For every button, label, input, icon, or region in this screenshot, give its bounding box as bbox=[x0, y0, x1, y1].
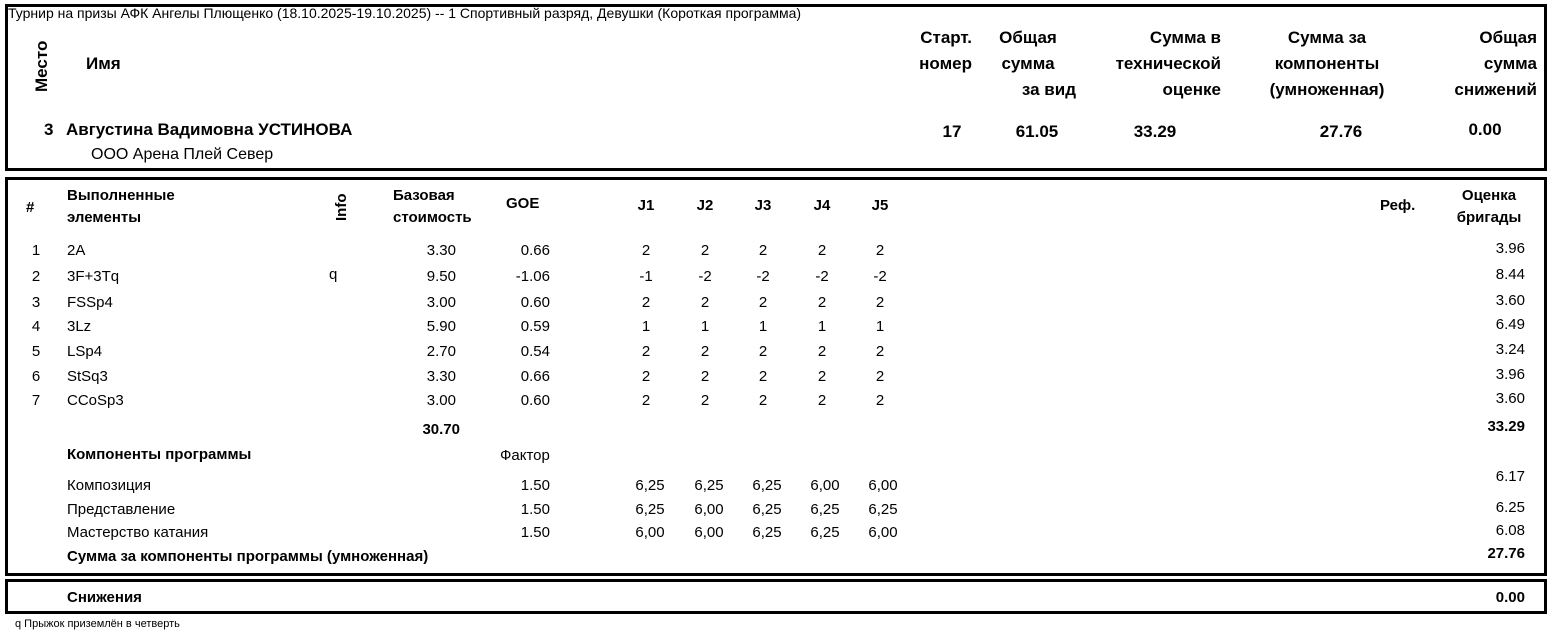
deductions-value: 0.00 bbox=[1495, 589, 1525, 606]
element-j1-score: 2 bbox=[641, 343, 651, 360]
element-j4-score: 1 bbox=[817, 318, 827, 335]
j1-header: J1 bbox=[637, 197, 655, 214]
element-j3-score: 2 bbox=[758, 368, 768, 385]
element-info: q bbox=[329, 266, 338, 283]
element-j1-score: 2 bbox=[641, 242, 651, 259]
element-number: 4 bbox=[31, 318, 41, 335]
deductions-header: Общая сумма снижений bbox=[1454, 28, 1537, 99]
element-j2-score: -2 bbox=[698, 268, 712, 285]
skater-start-number: 17 bbox=[942, 122, 962, 141]
component-j2-score: 6,00 bbox=[694, 524, 724, 541]
element-panel-score: 8.44 bbox=[1495, 266, 1525, 283]
element-j1-score: 2 bbox=[641, 294, 651, 311]
component-j1-score: 6,25 bbox=[635, 477, 665, 494]
j2-header: J2 bbox=[696, 197, 714, 214]
component-score: 6.08 bbox=[1495, 522, 1525, 539]
element-base-value: 3.00 bbox=[426, 392, 456, 409]
element-j5-score: 2 bbox=[875, 242, 885, 259]
element-j4-score: 2 bbox=[817, 392, 827, 409]
component-name: Мастерство катания bbox=[67, 524, 209, 541]
element-number: 3 bbox=[31, 294, 41, 311]
component-j3-score: 6,25 bbox=[752, 501, 782, 518]
component-j4-score: 6,25 bbox=[810, 501, 840, 518]
element-j2-score: 2 bbox=[700, 242, 710, 259]
element-number: 5 bbox=[31, 343, 41, 360]
element-base-value: 9.50 bbox=[426, 268, 456, 285]
panel-score-header: Оценка бригады bbox=[1456, 187, 1522, 226]
element-number: 1 bbox=[31, 242, 41, 259]
element-goe: -1.06 bbox=[515, 268, 550, 285]
components-total-label: Сумма за компоненты программы (умноженная) bbox=[67, 548, 429, 565]
component-factor: 1.50 bbox=[520, 501, 550, 518]
base-value-header: Базовая стоимость bbox=[393, 187, 472, 226]
component-j4-score: 6,25 bbox=[810, 524, 840, 541]
element-j5-score: -2 bbox=[873, 268, 887, 285]
element-j4-score: 2 bbox=[817, 368, 827, 385]
element-number: 6 bbox=[31, 368, 41, 385]
element-j4-score: 2 bbox=[817, 343, 827, 360]
element-name: 3F+3Tq bbox=[67, 268, 120, 285]
element-j3-score: -2 bbox=[756, 268, 770, 285]
element-j1-score: 2 bbox=[641, 392, 651, 409]
element-j4-score: -2 bbox=[815, 268, 829, 285]
component-j4-score: 6,00 bbox=[810, 477, 840, 494]
component-j3-score: 6,25 bbox=[752, 524, 782, 541]
start-number-header: Старт. номер bbox=[919, 28, 972, 73]
element-panel-score: 3.24 bbox=[1495, 341, 1525, 358]
skater-club: ООО Арена Плей Север bbox=[91, 146, 274, 163]
element-j2-score: 2 bbox=[700, 294, 710, 311]
element-base-value: 3.30 bbox=[426, 242, 456, 259]
skater-pcs: 27.76 bbox=[1319, 122, 1363, 141]
component-j1-score: 6,00 bbox=[635, 524, 665, 541]
components-total: 27.76 bbox=[1487, 545, 1525, 562]
element-j2-score: 2 bbox=[700, 343, 710, 360]
component-score: 6.25 bbox=[1495, 499, 1525, 516]
component-j5-score: 6,25 bbox=[868, 501, 898, 518]
element-j1-score: 1 bbox=[641, 318, 651, 335]
element-panel-score: 6.49 bbox=[1495, 316, 1525, 333]
j3-header: J3 bbox=[754, 197, 772, 214]
component-j2-score: 6,25 bbox=[694, 477, 724, 494]
elements-total-base: 30.70 bbox=[422, 421, 460, 438]
element-name: StSq3 bbox=[67, 368, 108, 385]
element-j3-score: 2 bbox=[758, 343, 768, 360]
element-j5-score: 2 bbox=[875, 343, 885, 360]
element-name: LSp4 bbox=[67, 343, 103, 360]
element-j5-score: 2 bbox=[875, 368, 885, 385]
skater-place: 3 bbox=[44, 120, 54, 139]
component-name: Композиция bbox=[67, 477, 152, 494]
element-goe: 0.60 bbox=[520, 294, 550, 311]
components-title: Компоненты программы bbox=[67, 446, 252, 463]
element-goe: 0.60 bbox=[520, 392, 550, 409]
component-j3-score: 6,25 bbox=[752, 477, 782, 494]
element-base-value: 3.00 bbox=[426, 294, 456, 311]
j5-header: J5 bbox=[871, 197, 889, 214]
component-factor: 1.50 bbox=[520, 524, 550, 541]
element-base-value: 5.90 bbox=[426, 318, 456, 335]
component-j5-score: 6,00 bbox=[868, 477, 898, 494]
element-j1-score: 2 bbox=[641, 368, 651, 385]
element-goe: 0.66 bbox=[520, 368, 550, 385]
element-j5-score: 2 bbox=[875, 294, 885, 311]
element-name: FSSp4 bbox=[67, 294, 113, 311]
component-j1-score: 6,25 bbox=[635, 501, 665, 518]
element-number: 7 bbox=[31, 392, 41, 409]
skater-name: Августина Вадимовна УСТИНОВА bbox=[66, 120, 353, 139]
goe-header: GOE bbox=[506, 195, 540, 212]
element-j3-score: 1 bbox=[758, 318, 768, 335]
element-j2-score: 2 bbox=[700, 368, 710, 385]
element-goe: 0.66 bbox=[520, 242, 550, 259]
deductions-label: Снижения bbox=[67, 589, 142, 606]
page-title: Турнир на призы АФК Ангелы Плющенко (18.10.2025-19.10.2025) -- 1 Спортивный разряд, Девушки (Короткая программа) bbox=[8, 5, 802, 21]
deductions-box bbox=[5, 579, 1547, 614]
element-j5-score: 1 bbox=[875, 318, 885, 335]
element-panel-score: 3.96 bbox=[1495, 240, 1525, 257]
total-score-header: Общая сумма за вид bbox=[999, 28, 1076, 99]
element-panel-score: 3.60 bbox=[1495, 390, 1525, 407]
element-goe: 0.59 bbox=[520, 318, 550, 335]
element-name: 2A bbox=[67, 242, 86, 259]
element-j3-score: 2 bbox=[758, 392, 768, 409]
element-name: CCoSp3 bbox=[67, 392, 124, 409]
elements-total-score: 33.29 bbox=[1487, 418, 1525, 435]
element-base-value: 3.30 bbox=[426, 368, 456, 385]
element-number: 2 bbox=[31, 268, 41, 285]
element-j1-score: -1 bbox=[639, 268, 653, 285]
place-header: Место bbox=[32, 40, 51, 92]
j4-header: J4 bbox=[813, 197, 831, 214]
elements-header: Выполненные элементы bbox=[67, 187, 175, 226]
info-header: Info bbox=[333, 193, 350, 221]
element-j4-score: 2 bbox=[817, 294, 827, 311]
element-panel-score: 3.96 bbox=[1495, 366, 1525, 383]
name-header: Имя bbox=[86, 54, 121, 73]
element-j2-score: 1 bbox=[700, 318, 710, 335]
component-factor: 1.50 bbox=[520, 477, 550, 494]
element-j4-score: 2 bbox=[817, 242, 827, 259]
footnote: q Прыжок приземлён в четверть bbox=[15, 618, 180, 630]
referee-header: Реф. bbox=[1380, 197, 1416, 214]
tes-header: Сумма в технической оценке bbox=[1115, 28, 1221, 99]
element-panel-score: 3.60 bbox=[1495, 292, 1525, 309]
num-header: # bbox=[26, 199, 35, 216]
factor-header: Фактор bbox=[500, 447, 550, 464]
element-j2-score: 2 bbox=[700, 392, 710, 409]
component-name: Представление bbox=[67, 501, 176, 518]
element-name: 3Lz bbox=[67, 318, 92, 335]
component-score: 6.17 bbox=[1495, 468, 1525, 485]
skater-tes: 33.29 bbox=[1133, 122, 1177, 141]
component-j2-score: 6,00 bbox=[694, 501, 724, 518]
element-j3-score: 2 bbox=[758, 294, 768, 311]
element-j3-score: 2 bbox=[758, 242, 768, 259]
skater-total-score: 61.05 bbox=[1015, 122, 1059, 141]
element-goe: 0.54 bbox=[520, 343, 550, 360]
skater-deductions: 0.00 bbox=[1468, 120, 1502, 139]
element-j5-score: 2 bbox=[875, 392, 885, 409]
component-j5-score: 6,00 bbox=[868, 524, 898, 541]
element-base-value: 2.70 bbox=[426, 343, 456, 360]
pcs-header: Сумма за компоненты (умноженная) bbox=[1269, 28, 1385, 99]
